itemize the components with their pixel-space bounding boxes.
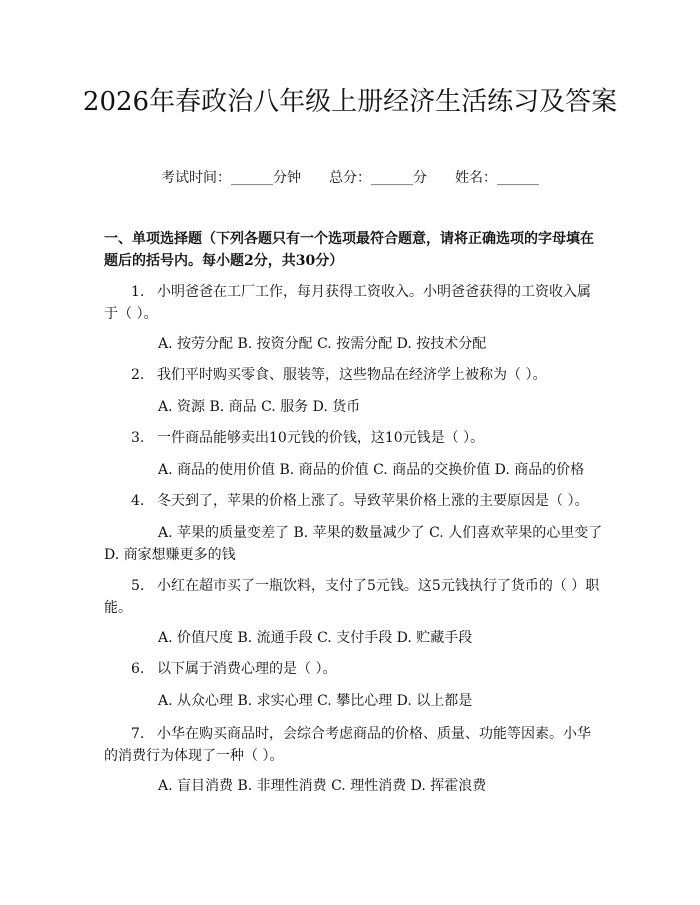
total-score-field: 总分：______分: [329, 170, 427, 186]
exam-meta: [0, 168, 700, 188]
question-text: 小华在购买商品时，会综合考虑商品的价格、质量、功能等因素。小华的消费行为体现了一种（ ）。: [104, 726, 591, 764]
question-number: 4.: [131, 493, 145, 509]
question-3: [104, 427, 604, 449]
student-name-field: 姓名：______: [455, 170, 539, 186]
question-text: 以下属于消费心理的是（ ）。: [157, 661, 337, 677]
question-text: 小红在超市买了一瓶饮料，支付了5元钱。这5元钱执行了货币的（ ）职能。: [104, 578, 600, 616]
question-4: [104, 490, 604, 512]
question-number: 1.: [131, 284, 145, 300]
question-2: [104, 364, 604, 386]
question-number: 5.: [131, 578, 145, 594]
question-1-options: A. 按劳分配 B. 按资分配 C. 按需分配 D. 按技术分配: [158, 336, 487, 352]
section-heading: 一、单项选择题（下列各题只有一个选项最符合题意，请将正确选项的字母填在题后的括号内。每小题2分，共30分）: [104, 231, 594, 269]
question-5: [104, 575, 604, 619]
question-7-options: A. 盲目消费 B. 非理性消费 C. 理性消费 D. 挥霍浪费: [158, 778, 487, 794]
question-number: 7.: [131, 726, 145, 742]
question-6: [104, 658, 604, 680]
question-6-options: A. 从众心理 B. 求实心理 C. 攀比心理 D. 以上都是: [158, 693, 473, 709]
question-number: 2.: [131, 367, 145, 383]
question-text: 一件商品能够卖出10元钱的价钱，这10元钱是（ ）。: [157, 430, 485, 446]
question-1: [104, 281, 604, 325]
question-4-options: A. 苹果的质量变差了 B. 苹果的数量减少了 C. 人们喜欢苹果的心里变了 D. 商家想赚更多的钱: [104, 525, 603, 563]
document-title: 2026年春政治八年级上册经济生活练习及答案: [82, 87, 618, 117]
question-2-options: A. 资源 B. 商品 C. 服务 D. 货币: [158, 399, 361, 415]
exam-time-field: 考试时间：______分钟: [161, 170, 301, 186]
question-number: 6.: [131, 661, 145, 677]
question-text: 冬天到了，苹果的价格上涨了。导致苹果价格上涨的主要原因是（ ）。: [157, 493, 589, 509]
question-3-options: A. 商品的使用价值 B. 商品的价值 C. 商品的交换价值 D. 商品的价格: [158, 462, 585, 478]
question-7: [104, 723, 604, 767]
question-text: 小明爸爸在工厂工作，每月获得工资收入。小明爸爸获得的工资收入属于（ ）。: [104, 284, 591, 322]
question-number: 3.: [131, 430, 145, 446]
question-text: 我们平时购买零食、服装等，这些物品在经济学上被称为（ ）。: [157, 367, 547, 383]
question-5-options: A. 价值尺度 B. 流通手段 C. 支付手段 D. 贮藏手段: [158, 630, 473, 646]
